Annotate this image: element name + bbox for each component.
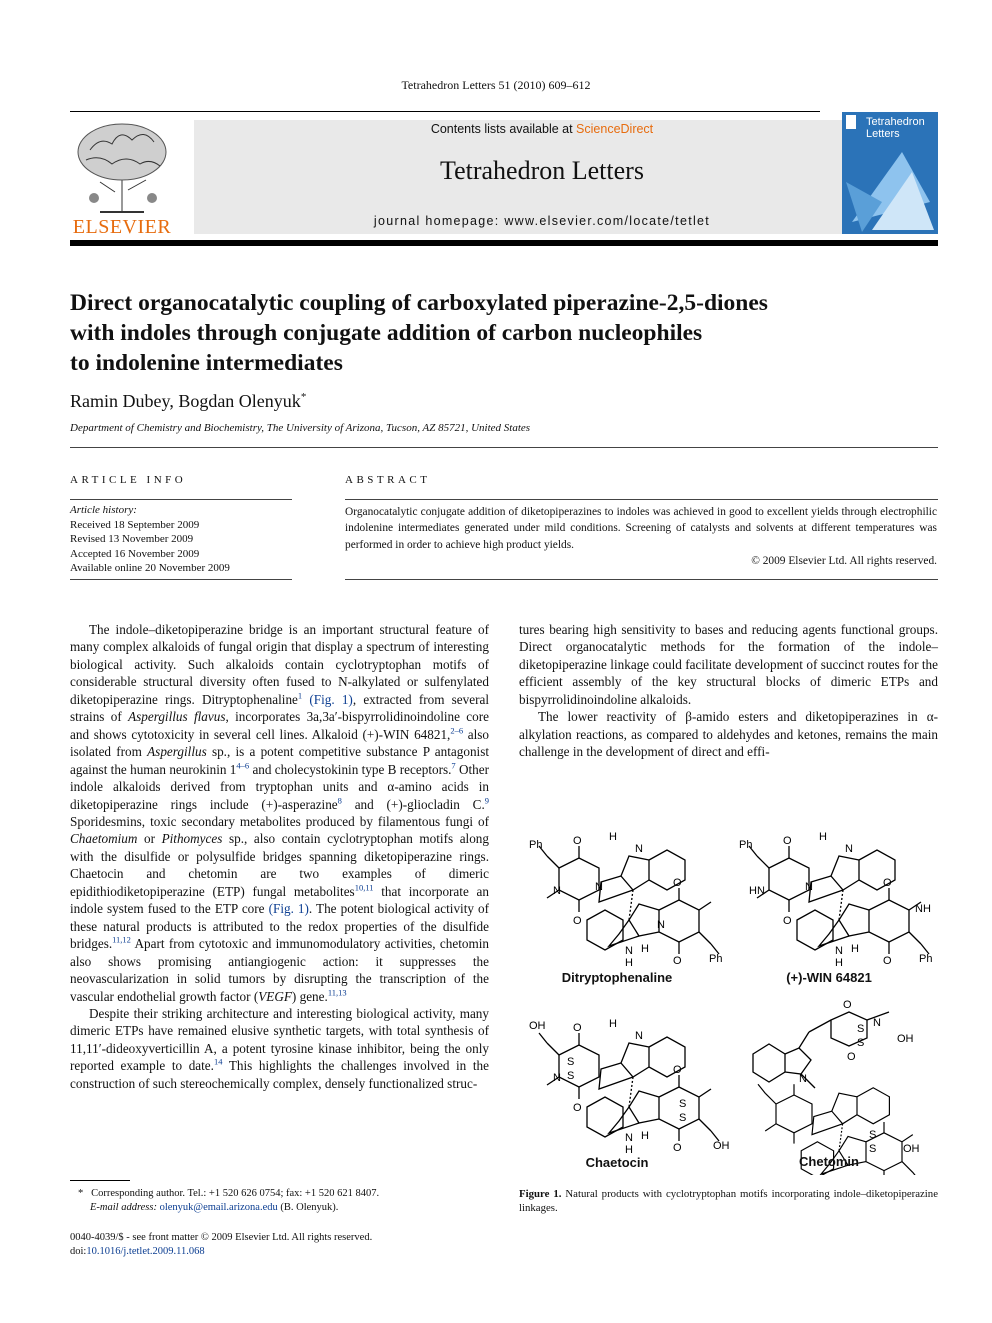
caption-text: Natural products with cyclotryptophan motifs incorporating indole–diketopiperazine linkages. [519,1188,939,1214]
affiliation-rule [70,447,938,448]
win-64821-structure [739,831,932,969]
issn-line: 0040-4039/$ - see front matter © 2009 Elsevier Ltd. All rights reserved. [70,1232,373,1243]
svg-text:O: O [843,999,852,1011]
ref-link[interactable]: 10,11 [354,882,374,893]
body-left-column [70,621,489,1092]
svg-text:S: S [857,1037,865,1049]
email-label: E-mail address: [90,1202,157,1213]
paragraph-4: The lower reactivity of β-amido esters and diketopiperazines in α-alkylation reactions, as compared to aldehydes and ketones, remains the main challenge in the development of direct and effi- [519,709,938,760]
body-right-column [519,621,938,761]
svg-text:Ph: Ph [739,839,753,851]
footnote-mark: * [78,1188,84,1199]
svg-text:Ph: Ph [709,953,723,965]
svg-text:S: S [567,1056,575,1068]
figure-1-caption [519,1187,938,1215]
article-info-rule [70,499,292,500]
ref-link[interactable]: 14 [213,1056,223,1067]
abstract-text: Organocatalytic conjugate addition of diketopiperazines to indoles was achieved in good to excellent yields through electrophilic indolenine intermediates generated under mild conditions. Screening of catalysts and solvents at different temperatures was performed in order to achieve high product yields. [345,506,937,551]
history-received: Received 18 September 2009 [70,518,200,531]
cover-title-line1: Tetrahedron [866,116,925,128]
article-title [70,288,930,378]
svg-text:H: H [609,831,617,843]
svg-text:N: N [595,881,603,893]
abstract-heading: ABSTRACT [345,474,431,486]
svg-text:N: N [553,1072,561,1084]
svg-text:O: O [847,1051,856,1063]
svg-text:N: N [799,1073,807,1085]
paragraph-1: The indole–diketopiperazine bridge is an important structural feature of many complex alkaloids of fungal origin that display a spectrum of interesting biological activity. Such alkaloids contain cyclotryptophan motifs of considerable structural diversity often fused to N-alkylated or sulfenylated diketopiperazine rings. Ditryptophenaline$^1$ (Fig. 1), extracted from several strains of Aspergillus flavus, incorporates 3a,3a′-bispyrrolidinoindoline core and shows cytotoxicity in several cell lines. Alkaloid (+)-WIN 64821,$^{2-6}$ also isolated from Aspergillus sp., is a potent competitive substance P antagonist against the human neurokinin 1$^{4-6}$ and cholecystokinin type B receptors.$^7$ Other indole alkaloids derived from tryptophan units and α-amino acids in diketopiperazine rings include (+)-asperazine$^8$ and (+)-gliocladin C.$^9$ Sporidesmins, toxic secondary metabolites produced by filamentous fungi of Chaetomium or Pithomyces sp., also contain cyclotryptophan motifs along with the disulfide or polysulfide bridges spanning diketopiperazine rings. Chaetocin and chetomin are two examples of dimeric epidithiodiketopiperazine (ETP) fungal metabolites$^{10,11}$ that incorporate an indole system fused to the ETP core (Fig. 1). The potent biological activity of these natural products is attributed to the redox properties of the disulfide bridges.$^{11,12}$ Apart from cytotoxic and immunomodulatory activities, chetomin also shows promising antiangiogenic action: it suppresses the neovascularization in solid tumors by disrupting the transcription of the vascular endothelial growth factor (VEGF) gene.$^{11,13}$ [70,622,490,1004]
cover-art-icon [842,142,938,234]
chetomin-structure [753,999,920,1175]
cover-title [866,116,925,140]
article-info-bottom-rule [70,579,292,580]
ditryptophenaline-structure [529,831,722,969]
fig-link[interactable]: (Fig. 1) [268,901,309,917]
svg-text:H: H [835,957,843,969]
contents-line [194,122,890,136]
chaetocin-structure [529,1018,730,1156]
cover-logo-icon [846,115,856,129]
svg-text:OH: OH [897,1033,914,1045]
label-chetomin: Chetomin [799,1154,859,1169]
svg-text:H: H [819,831,827,843]
svg-text:O: O [883,955,892,967]
footnote-rule [70,1180,130,1181]
svg-text:S: S [567,1070,575,1082]
elsevier-tree-icon [70,120,174,216]
journal-title: Tetrahedron Letters [440,156,644,185]
svg-text:O: O [673,877,682,889]
svg-text:N: N [805,881,813,893]
svg-text:N: N [635,1030,643,1042]
footnote [70,1187,490,1215]
ref-link[interactable]: 4–6 [236,760,250,771]
svg-text:O: O [883,877,892,889]
sciencedirect-link[interactable]: ScienceDirect [576,122,654,136]
history-online: Available online 20 November 2009 [70,562,230,575]
abstract-bottom-rule [345,579,938,580]
masthead-rule [70,240,938,246]
label-ditryptophenaline: Ditryptophenaline [561,970,673,985]
ref-link[interactable]: 8 [337,795,342,806]
svg-text:N: N [845,843,853,855]
svg-text:N: N [635,843,643,855]
svg-text:O: O [573,915,582,927]
history-revised: Revised 13 November 2009 [70,533,194,546]
svg-text:S: S [857,1023,865,1035]
label-win-64821: (+)-WIN 64821 [786,970,872,985]
svg-text:HN: HN [749,885,765,897]
svg-text:N: N [553,885,561,897]
doi-link[interactable]: 10.1016/j.tetlet.2009.11.068 [86,1246,205,1257]
svg-text:N: N [625,1132,633,1144]
email-suffix: (B. Olenyuk). [277,1202,339,1213]
svg-text:H: H [641,1130,649,1142]
svg-text:S: S [869,1129,877,1141]
journal-citation: Tetrahedron Letters 51 (2010) 609–612 [401,78,591,92]
svg-text:S: S [679,1112,687,1124]
caption-label: Figure 1. [519,1188,562,1200]
svg-text:O: O [783,835,792,847]
ref-link[interactable]: 9 [484,795,489,806]
svg-text:O: O [673,1064,682,1076]
elsevier-logo[interactable] [70,120,174,238]
svg-text:NH: NH [915,903,931,915]
abstract-copyright: © 2009 Elsevier Ltd. All rights reserved. [751,555,937,568]
label-chaetocin: Chaetocin [585,1155,649,1170]
svg-text:O: O [573,1102,582,1114]
ref-link[interactable]: 11,13 [327,987,347,998]
ref-link[interactable]: 11,12 [112,934,131,945]
title-line-2: with indoles through conjugate addition of carbon nucleophiles [70,320,703,346]
svg-text:H: H [625,1144,633,1156]
email-link[interactable]: olenyuk@email.arizona.edu [159,1202,278,1213]
svg-text:O: O [673,1142,682,1154]
abstract-rule [345,499,938,500]
svg-text:N: N [835,945,843,957]
svg-text:H: H [609,1018,617,1030]
journal-homepage[interactable]: journal homepage: www.elsevier.com/locate/tetlet [373,214,711,228]
cover-title-line2: Letters [866,128,900,140]
svg-text:OH: OH [903,1143,920,1155]
bottom-matter [70,1231,490,1259]
svg-text:N: N [873,1017,881,1029]
author-mark[interactable]: * [300,391,307,403]
svg-text:S: S [869,1143,877,1155]
contents-prefix: Contents lists available at [430,122,577,136]
author-list [70,391,306,412]
paragraph-2: Despite their striking architecture and interesting biological activity, many dimeric ETPs have remained elusive synthetic targets, with total synthesis of 11,11′-dideoxyverticillin A, a potent tyrosine kinase inhibitor, being the only reported example to date.$^{14}$ This highlights the challenges involved in the construction of such stereochemically complex, densely functionalized struc- [70,1005,490,1091]
svg-text:O: O [783,915,792,927]
abstract-body [345,504,937,570]
svg-text:H: H [625,957,633,969]
svg-text:O: O [573,1022,582,1034]
svg-text:O: O [673,955,682,967]
journal-cover[interactable] [842,112,938,234]
article-history [70,503,300,576]
svg-text:Ph: Ph [529,839,543,851]
svg-text:H: H [641,943,649,955]
elsevier-wordmark: ELSEVIER [72,216,172,238]
paragraph-3: tures bearing high sensitivity to bases and reducing agents functional groups. Direct organocatalytic methods for the formation of the indole–diketopiperazine linkage could facilitate development of succinct routes for the efficient assembly of the key structural blocks of dimeric ETPs and bispyrrolidinoindoline alkaloids. [519,622,938,707]
article-info-heading: ARTICLE INFO [70,474,187,486]
title-line-1: Direct organocatalytic coupling of carboxylated piperazine-2,5-diones [70,290,768,316]
doi-label: doi: [70,1246,87,1257]
masthead [70,112,938,238]
affiliation: Department of Chemistry and Biochemistry, The University of Arizona, Tucson, AZ 85721, United States [70,422,531,434]
ref-link[interactable]: 2–6 [450,725,464,736]
figure-1-structures [519,820,938,1175]
authors: Ramin Dubey, Bogdan Olenyuk [70,391,301,411]
fig-link[interactable]: (Fig. 1) [309,691,353,707]
svg-text:Ph: Ph [919,953,933,965]
svg-text:O: O [573,835,582,847]
svg-text:N: N [657,919,665,931]
svg-text:OH: OH [529,1020,546,1032]
ref-link[interactable]: 1 [297,690,303,701]
title-line-3: to indolenine intermediates [70,350,343,376]
svg-text:N: N [625,945,633,957]
ref-link[interactable]: 7 [451,760,456,771]
svg-text:H: H [851,943,859,955]
svg-text:OH: OH [713,1140,730,1152]
svg-text:S: S [679,1098,687,1110]
history-accepted: Accepted 16 November 2009 [70,547,200,560]
footnote-corresponding: Corresponding author. Tel.: +1 520 626 0754; fax: +1 520 621 8407. [91,1188,380,1199]
history-label: Article history: [70,504,137,516]
